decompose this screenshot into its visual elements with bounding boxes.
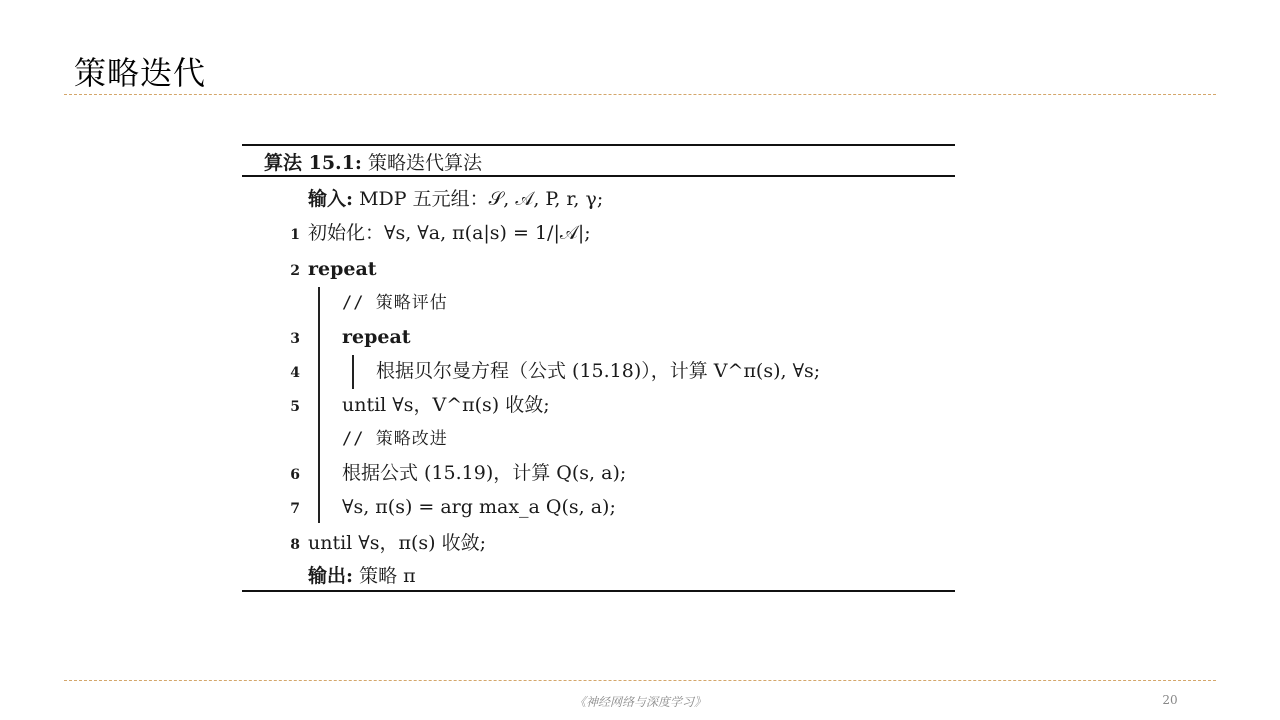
caption-text: 策略迭代算法 <box>367 152 482 174</box>
caption-rule <box>242 175 955 177</box>
footer-divider <box>64 680 1216 681</box>
line-number: 7 <box>290 501 300 517</box>
algorithm-line: until ∀s，V^π(s) 收敛; <box>342 394 550 416</box>
footer-book-title: 《神经网络与深度学习》 <box>573 695 706 709</box>
caption-label: 算法 15.1: <box>264 152 362 174</box>
input-text: MDP 五元组：𝒮, 𝒜, P, r, γ; <box>359 188 604 210</box>
bottom-rule <box>242 590 955 592</box>
comment-line: // 策略评估 <box>342 293 448 313</box>
algorithm-box <box>242 144 955 592</box>
line-number: 4 <box>290 365 300 381</box>
algorithm-line: 初始化：∀s, ∀a, π(a|s) = 1/|𝒜|; <box>308 222 591 244</box>
algorithm-caption <box>264 148 482 175</box>
slide-title: 策略迭代 <box>74 54 207 92</box>
inner-loop-bar <box>352 355 354 389</box>
page-number: 20 <box>1162 693 1178 707</box>
algorithm-line: repeat <box>308 258 377 280</box>
algorithm-line: ∀s, π(s) = arg max_a Q(s, a); <box>342 496 616 518</box>
input-label: 输入: <box>308 188 354 210</box>
algorithm-line: 根据公式 (15.19)，计算 Q(s, a); <box>342 462 627 484</box>
line-number: 1 <box>290 227 300 243</box>
output-line <box>308 564 416 588</box>
input-line <box>308 187 603 211</box>
top-rule <box>242 144 955 146</box>
line-number: 2 <box>290 263 300 279</box>
outer-loop-bar <box>318 287 320 523</box>
algorithm-line: 根据贝尔曼方程（公式 (15.18)），计算 V^π(s), ∀s; <box>376 360 821 382</box>
comment-line: // 策略改进 <box>342 429 448 449</box>
output-label: 输出: <box>308 565 354 587</box>
line-number: 5 <box>290 399 300 415</box>
line-number: 8 <box>290 537 300 553</box>
output-text: 策略 π <box>359 565 416 587</box>
algorithm-line: until ∀s，π(s) 收敛; <box>308 532 487 554</box>
line-number: 6 <box>290 467 300 483</box>
line-number: 3 <box>290 331 300 347</box>
header-divider <box>64 94 1216 95</box>
algorithm-line: repeat <box>342 326 411 348</box>
